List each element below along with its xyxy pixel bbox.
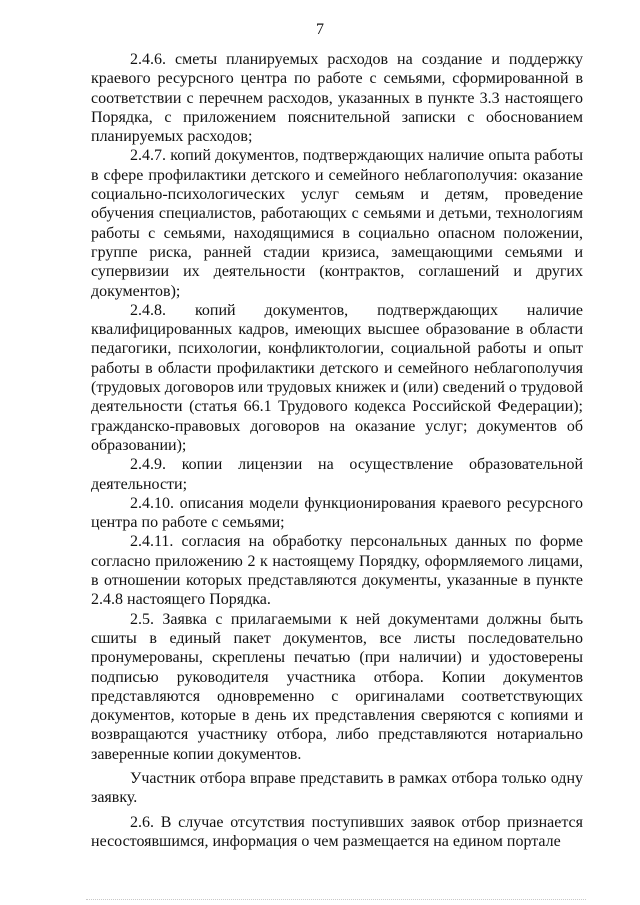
paragraph-2-5: 2.5. Заявка с прилагаемыми к ней документами должны быть сшиты в единый пакет документов, все листы последовательно пронумерованы, скреплены печатью (при наличии) и удостоверены подписью руководителя участника отбора. Копии документов представляются одновременно с оригиналами соответствующих документов, которые в день их представления сверяются с копиями и возвращаются участнику отбора, либо представляются нотариально заверенные копии документов.	[91, 610, 583, 763]
paragraph-2-4-7: 2.4.7. копий документов, подтверждающих наличие опыта работы в сфере профилактики детского и семейного неблагополучия: оказание социально-психологических услуг семьям и детям, проведение обучения специалистов, работающих с семьями и детьми, технологиям работы с семьями, находящимися в социально опасном положении, группе риска, ранней стадии кризиса, замещающими семьями и супервизии их деятельности (контрактов, соглашений и других документов);	[91, 147, 583, 300]
page-number: 7	[316, 21, 324, 38]
paragraph-2-4-11: 2.4.11. согласия на обработку персональных данных по форме согласно приложению 2 к настоящему Порядку, оформляемого лицами, в отношении которых представляются документы, указанные в пункте 2.4.8 настоящего Порядка.	[91, 533, 583, 609]
paragraph-2-4-9: 2.4.9. копии лицензии на осуществление образовательной деятельности;	[91, 456, 583, 493]
bottom-edge-rule	[86, 899, 586, 901]
paragraph-2-4-8: 2.4.8. копий документов, подтверждающих наличие квалифицированных кадров, имеющих высшее образование в области педагогики, психологии, конфликтологии, социальной работы и опыт работы в области профилактики детского и семейного неблагополучия (трудовых договоров или трудовых книжек и (или) сведений о трудовой деятельности (статья 66.1 Трудового кодекса Российской Федерации); гражданско-правовых договоров на оказание услуг; документов об образовании);	[91, 301, 584, 454]
paragraph-2-4-6: 2.4.6. сметы планируемых расходов на создание и поддержку краевого ресурсного центра по работе с семьями, сформированной в соответствии с перечнем расходов, указанных в пункте 3.3 настоящего Порядка, с приложением пояснительной записки с обоснованием планируемых расходов;	[91, 51, 583, 146]
paragraph-one-application: Участник отбора вправе представить в рамках отбора только одну заявку.	[91, 769, 583, 807]
document-body	[91, 50, 583, 851]
paragraph-2-4-10: 2.4.10. описания модели функционирования краевого ресурсного центра по работе с семьями;	[91, 494, 583, 532]
paragraph-2-6: 2.6. В случае отсутствия поступивших заявок отбор признается несостоявшимся, информация о чем размещается на едином портале	[91, 813, 583, 850]
